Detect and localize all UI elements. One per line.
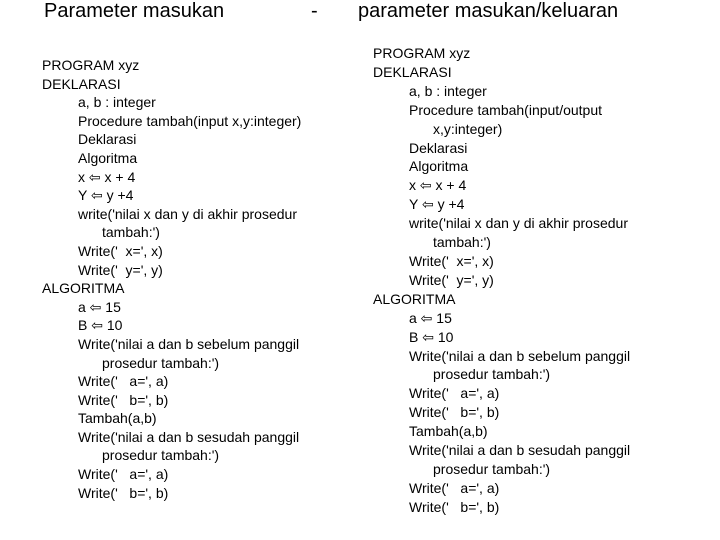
code-line: PROGRAM xyz bbox=[373, 45, 471, 61]
code-line: Deklarasi bbox=[409, 139, 468, 156]
code-line: Procedure tambah(input x,y:integer) bbox=[78, 112, 302, 129]
code-line: prosedur tambah:') bbox=[433, 366, 551, 383]
code-line: ALGORITMA bbox=[42, 280, 125, 297]
code-line: Write(' y=', y) bbox=[409, 271, 494, 288]
code-line: x ⇦ x + 4 bbox=[78, 168, 136, 185]
code-line: Write('nilai a dan b sesudah panggil bbox=[409, 442, 631, 459]
code-line: Write(' b=', b) bbox=[409, 498, 500, 515]
code-line: write('nilai x dan y di akhir prosedur bbox=[78, 205, 297, 222]
code-line: a ⇦ 15 bbox=[78, 298, 121, 315]
code-line: Write(' b=', b) bbox=[78, 391, 169, 408]
code-line: tambah:') bbox=[102, 224, 160, 241]
code-line: Write(' a=', a) bbox=[409, 479, 500, 496]
code-line: Write(' x=', x) bbox=[409, 252, 494, 269]
code-line: DEKLARASI bbox=[42, 75, 121, 92]
code-line: write('nilai x dan y di akhir prosedur bbox=[409, 215, 628, 232]
code-line: ALGORITMA bbox=[373, 290, 456, 307]
code-line: Write('nilai a dan b sebelum panggil bbox=[78, 335, 300, 352]
code-line: Algoritma bbox=[78, 149, 138, 166]
heading-parameter-masukan-keluaran: parameter masukan/keluaran bbox=[358, 0, 619, 22]
code-line: Tambah(a,b) bbox=[409, 423, 488, 440]
code-line: x ⇦ x + 4 bbox=[409, 177, 467, 194]
code-line: Write(' x=', x) bbox=[78, 242, 163, 259]
code-line: PROGRAM xyz bbox=[42, 57, 140, 73]
code-line: B ⇦ 10 bbox=[409, 328, 454, 345]
code-line: Procedure tambah(input/output bbox=[409, 101, 603, 118]
code-line: DEKLARASI bbox=[373, 63, 452, 80]
code-line: Deklarasi bbox=[78, 131, 137, 148]
code-line: Write(' a=', a) bbox=[78, 466, 169, 483]
code-line: prosedur tambah:') bbox=[102, 354, 220, 371]
code-line: prosedur tambah:') bbox=[433, 460, 551, 477]
code-block-input-output bbox=[373, 44, 673, 517]
code-line: prosedur tambah:') bbox=[102, 447, 220, 464]
code-line: Write('nilai a dan b sebelum panggil bbox=[409, 347, 631, 364]
code-line: Write(' y=', y) bbox=[78, 261, 163, 278]
code-line: a ⇦ 15 bbox=[409, 309, 452, 326]
code-line: Write(' a=', a) bbox=[78, 373, 169, 390]
code-line: x,y:integer) bbox=[433, 120, 503, 137]
code-line: B ⇦ 10 bbox=[78, 317, 123, 334]
code-line: a, b : integer bbox=[78, 94, 156, 111]
code-line: Algoritma bbox=[409, 158, 469, 175]
code-line: tambah:') bbox=[433, 234, 491, 251]
code-block-input bbox=[42, 56, 342, 502]
code-line: Write(' b=', b) bbox=[78, 484, 169, 501]
code-line: Write(' b=', b) bbox=[409, 404, 500, 421]
code-line: Y ⇦ y +4 bbox=[409, 196, 465, 213]
code-line: Write('nilai a dan b sesudah panggil bbox=[78, 428, 300, 445]
heading-dash: - bbox=[311, 0, 318, 22]
code-line: Y ⇦ y +4 bbox=[78, 187, 134, 204]
heading-parameter-masukan: Parameter masukan bbox=[44, 0, 225, 22]
code-line: Write(' a=', a) bbox=[409, 385, 500, 402]
code-line: Tambah(a,b) bbox=[78, 410, 157, 427]
code-line: a, b : integer bbox=[409, 82, 487, 99]
